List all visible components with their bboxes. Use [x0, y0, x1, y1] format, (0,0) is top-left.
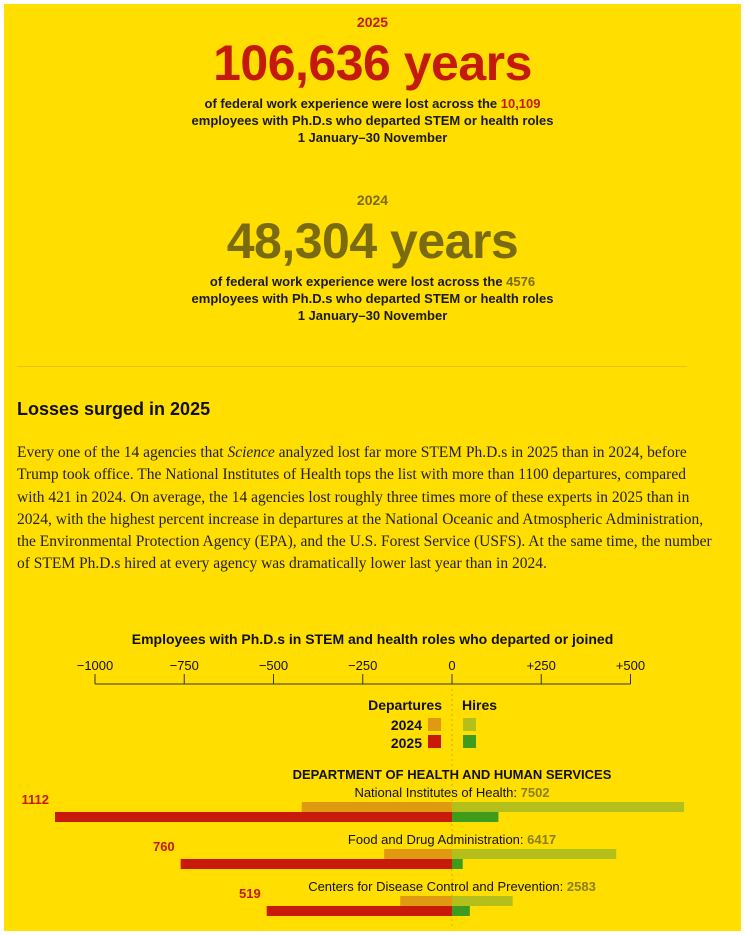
- body-text-rest: analyzed lost far more STEM Ph.D.s in 2025 than in 2024, before Trump took office. The National Institutes of Health tops the list with more than 1100 departures, compared with 421 in 2024. On average, the 14 agencies lost roughly three times more of these experts in 2025 than in 2024, with the highest percent increase in departures at the National Oceanic and Atmospheric Administration, the Environmental Protection Agency (EPA), and the U.S. Forest Service (USFS). At the same time, the number of STEM Ph.D.s hired at every agency was dramatically lower last year than in 2024.: [17, 444, 712, 573]
- section-divider: [17, 366, 687, 367]
- bar-departures-2025: [181, 859, 452, 869]
- section-body: [17, 442, 717, 576]
- legend-departures-label: Departures: [368, 697, 442, 713]
- agency-name: [348, 832, 556, 847]
- bar-departures-2025: [267, 906, 452, 916]
- bar-departures-2024: [302, 802, 452, 812]
- chart-title: Employees with Ph.D.s in STEM and health roles who departed or joined: [131, 631, 614, 647]
- bar-hires-2024: [452, 802, 684, 812]
- stat-caption: [4, 95, 741, 146]
- stat-headline: 48,304 years: [226, 213, 519, 269]
- group-label: DEPARTMENT OF HEALTH AND HUMAN SERVICES: [292, 767, 612, 782]
- legend-2025-label: 2025: [390, 735, 422, 751]
- stat-2024: [4, 192, 741, 324]
- legend-2024-label: 2024: [390, 717, 422, 733]
- stat-year: 2025: [356, 14, 389, 30]
- departures-hires-chart: [4, 644, 741, 931]
- stat-year: 2024: [356, 192, 389, 208]
- caption-date-range: 1 January–30 November: [297, 130, 448, 145]
- x-tick-label: +500: [615, 658, 646, 673]
- legend-departures-2025-swatch: [428, 735, 441, 748]
- agency-employee-count: 6417: [527, 832, 557, 847]
- section-heading: Losses surged in 2025: [17, 399, 211, 419]
- caption-prefix: of federal work experience were lost across the: [209, 274, 507, 289]
- bar-departures-2024: [400, 896, 452, 906]
- x-tick-label: +250: [526, 658, 556, 673]
- legend-hires-2024-swatch: [463, 718, 476, 731]
- agency-name-text: Centers for Disease Control and Prevention:: [308, 879, 567, 894]
- bar-hires-2025: [452, 906, 470, 916]
- publication-name: Science: [227, 444, 275, 461]
- x-tick-label: 0: [448, 658, 456, 673]
- x-tick-label: −250: [348, 658, 378, 673]
- employee-count: 4576: [506, 274, 536, 289]
- agency-name: [308, 879, 596, 894]
- x-tick-label: −500: [258, 658, 289, 673]
- departures-2025-value-label: 519: [239, 886, 261, 901]
- bar-hires-2025: [452, 812, 498, 822]
- agency-employee-count: 2583: [566, 879, 596, 894]
- employee-count: 10,109: [500, 96, 541, 111]
- bar-departures-2025: [55, 812, 452, 822]
- agency-employee-count: 7502: [520, 785, 550, 800]
- bar-departures-2024: [384, 849, 452, 859]
- agency-name-text: Food and Drug Administration:: [347, 832, 528, 847]
- body-text-start: Every one of the 14 agencies that: [17, 444, 228, 461]
- departures-2025-value-label: 1112: [21, 792, 50, 807]
- stat-headline: 106,636 years: [213, 35, 532, 91]
- x-tick-label: −750: [169, 658, 199, 673]
- agency-name: [354, 785, 549, 800]
- article-panel: [4, 4, 741, 931]
- legend-departures-2024-swatch: [428, 718, 441, 731]
- stat-caption: [4, 273, 741, 324]
- legend-hires-2025-swatch: [463, 735, 476, 748]
- bar-hires-2024: [452, 849, 616, 859]
- stat-2025: [4, 14, 741, 146]
- caption-prefix: of federal work experience were lost across the: [204, 96, 501, 111]
- bar-hires-2024: [452, 896, 513, 906]
- caption-line2: employees with Ph.D.s who departed STEM or health roles: [191, 291, 554, 306]
- caption-date-range: 1 January–30 November: [297, 308, 448, 323]
- caption-line2: employees with Ph.D.s who departed STEM or health roles: [191, 113, 554, 128]
- agency-name-text: National Institutes of Health:: [354, 785, 521, 800]
- departures-2025-value-label: 760: [152, 839, 175, 854]
- x-tick-label: −1000: [76, 658, 114, 673]
- bar-hires-2025: [452, 859, 463, 869]
- legend-hires-label: Hires: [462, 697, 498, 713]
